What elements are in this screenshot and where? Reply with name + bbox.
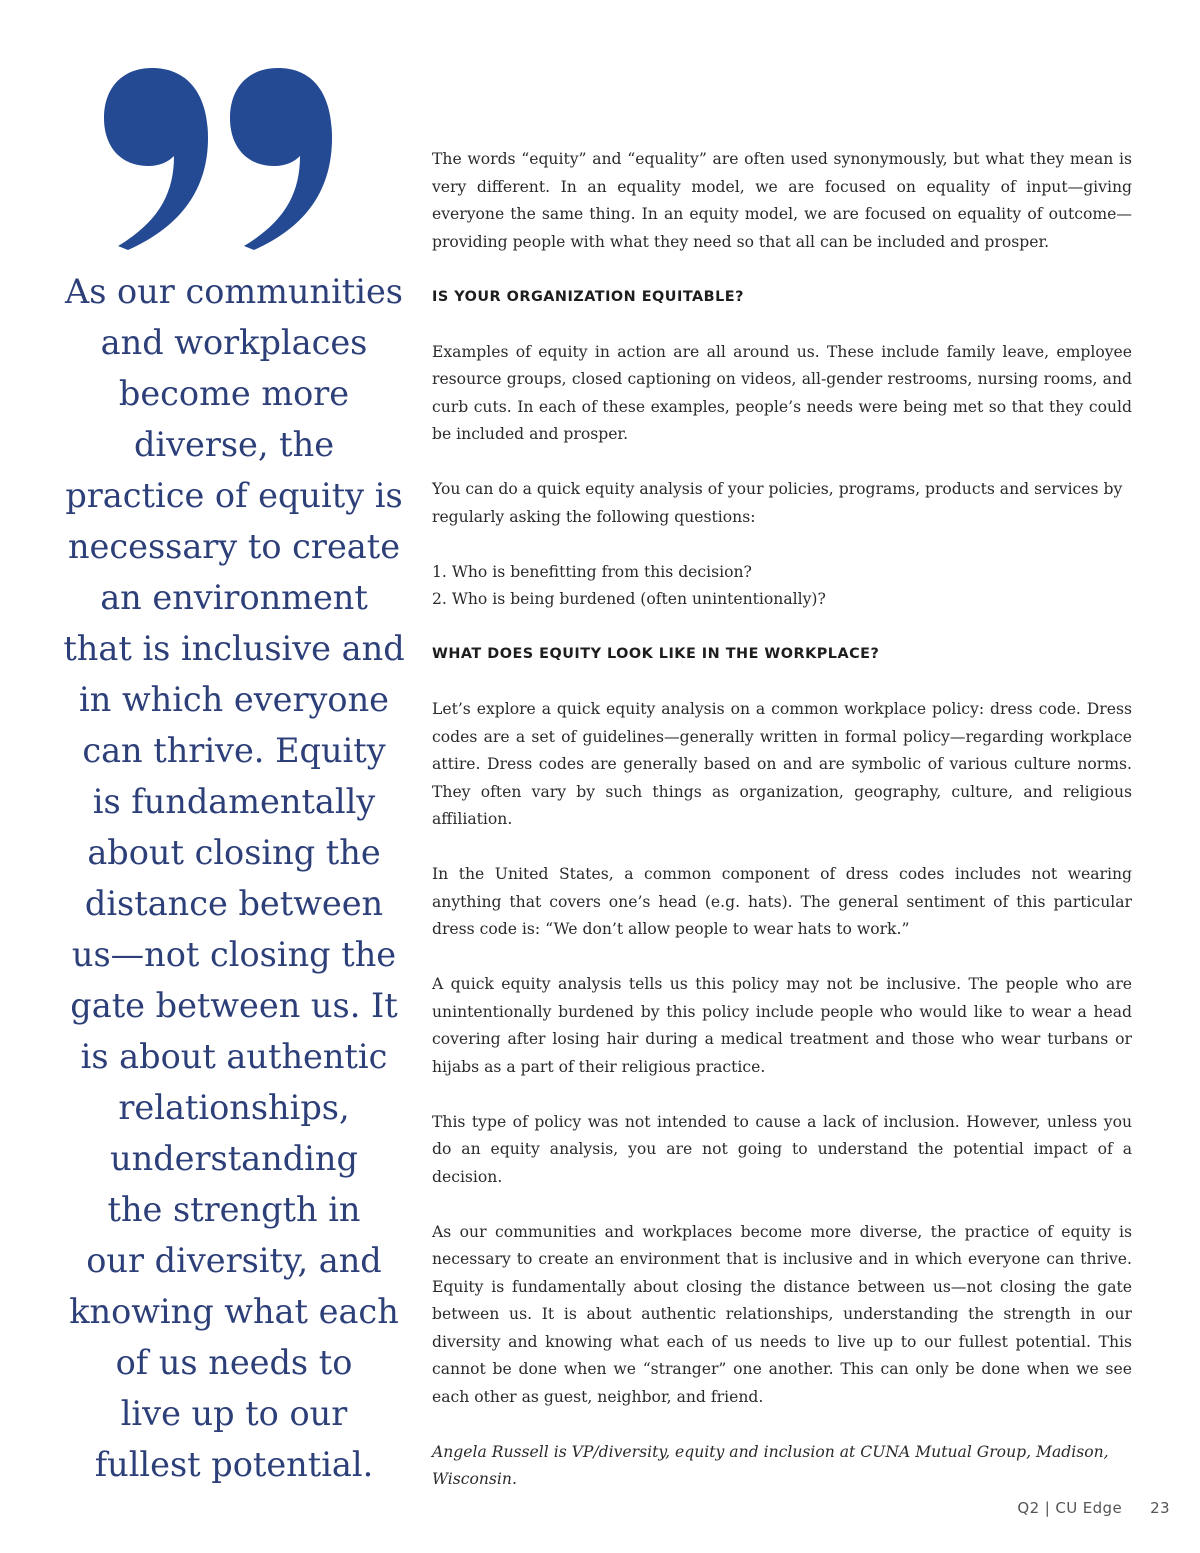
section-heading-workplace: WHAT DOES EQUITY LOOK LIKE IN THE WORKPLACE? [432, 646, 880, 662]
pull-quote-line: is fundamentally [92, 782, 376, 821]
questions-list [432, 559, 1132, 614]
pull-quote-line: distance between [84, 884, 384, 923]
closing-paragraph: As our communities and workplaces become more diverse, the practice of equity is necessary to create an environment that is inclusive and in which everyone can thrive. Equity is fundamentally about closing the distance between us—not closing the gate between us. It is about authentic relationships, understanding the strength in our diversity and knowing what each of us needs to live up to our fullest potential. This cannot be done when we “stranger” one another. This can only be done when we see each other as guest, neighbor, and friend. [432, 1222, 1132, 1406]
pull-quote-line: the strength in [107, 1190, 361, 1229]
pull-quote-line: As our communities [65, 272, 403, 311]
dress-code-paragraph: Let’s explore a quick equity analysis on a common workplace policy: dress code. Dress codes are a set of guidelines—generally written in formal policy—regarding workplace attire. Dress codes are generally based on and are symbolic of various culture norms. They often vary by such things as organization, geography, culture, and religious affiliation. [432, 700, 1132, 828]
author-byline: Angela Russell is VP/diversity, equity and inclusion at CUNA Mutual Group, Madison, Wisconsin. [432, 1442, 1109, 1488]
quick-analysis-paragraph: A quick equity analysis tells us this policy may not be inclusive. The people who are unintentionally burdened by this policy include people who would like to wear a head covering after losing hair during a medical treatment and those who wear turbans or hijabs as a part of their religious practice. [432, 975, 1132, 1076]
pull-quote-line: our diversity, and [86, 1241, 382, 1280]
section-heading-equitable: IS YOUR ORGANIZATION EQUITABLE? [432, 288, 744, 305]
intro-paragraph: The words “equity” and “equality” are often used synonymously, but what they mean is very different. In an equality model, we are focused on equality of input—giving everyone the same thing. In an equity model, we are focused on equality of outcome—providing people with what they need so that all can be included and prosper. [432, 150, 1132, 251]
pull-quote-line: is about authentic [80, 1037, 388, 1076]
pull-quote-line: can thrive. Equity [82, 731, 386, 770]
pull-quote-line: fullest potential. [94, 1445, 374, 1484]
pull-quote-line: in which everyone [79, 680, 389, 719]
list-item: 2. Who is being burdened (often unintentionally)? [432, 590, 826, 608]
pull-quote-line: about closing the [87, 833, 381, 872]
issue-label: Q2 | CU Edge [1017, 1499, 1123, 1517]
pull-quote-line: knowing what each [69, 1292, 399, 1331]
pull-quote-line: understanding [110, 1139, 358, 1178]
pull-quote-line: of us needs to [115, 1343, 353, 1382]
pull-quote-line: live up to our [120, 1394, 348, 1433]
pull-quote-line: an environment [100, 578, 368, 617]
examples-paragraph: Examples of equity in action are all around us. These include family leave, employee resource groups, closed captioning on videos, all-gender restrooms, nursing rooms, and curb cuts. In each of these examples, people’s needs were being met so that they could be included and prosper. [432, 342, 1132, 443]
list-item: 1. Who is benefitting from this decision? [432, 562, 752, 581]
page-number: 23 [1150, 1499, 1170, 1517]
pull-quote-line: diverse, the [133, 425, 335, 464]
pull-quote-line: that is inclusive and [63, 629, 405, 668]
pull-quote-line: practice of equity is [65, 476, 403, 515]
policy-paragraph: This type of policy was not intended to cause a lack of inclusion. However, unless you do an equity analysis, you are not going to understand the potential impact of a decision. [432, 1112, 1132, 1186]
pull-quote-line: and workplaces [100, 323, 368, 362]
pull-quote-line: become more [118, 374, 350, 413]
pull-quote-line: necessary to create [67, 527, 401, 566]
pull-quote-line: us—not closing the [71, 935, 397, 974]
pull-quote-line: gate between us. It [70, 986, 398, 1025]
page-footer [1017, 1499, 1170, 1517]
article-body [432, 146, 1132, 1494]
pull-quote [58, 266, 410, 1490]
analysis-paragraph: You can do a quick equity analysis of your policies, programs, products and services by regularly asking the following questions: [432, 480, 1123, 526]
united-states-paragraph: In the United States, a common component of dress codes includes not wearing anything that covers one’s head (e.g. hats). The general sentiment of this particular dress code is: “We don’t allow people to wear hats to work.” [432, 865, 1132, 938]
opening-double-quote-icon [100, 66, 335, 251]
pull-quote-line: relationships, [118, 1088, 350, 1127]
